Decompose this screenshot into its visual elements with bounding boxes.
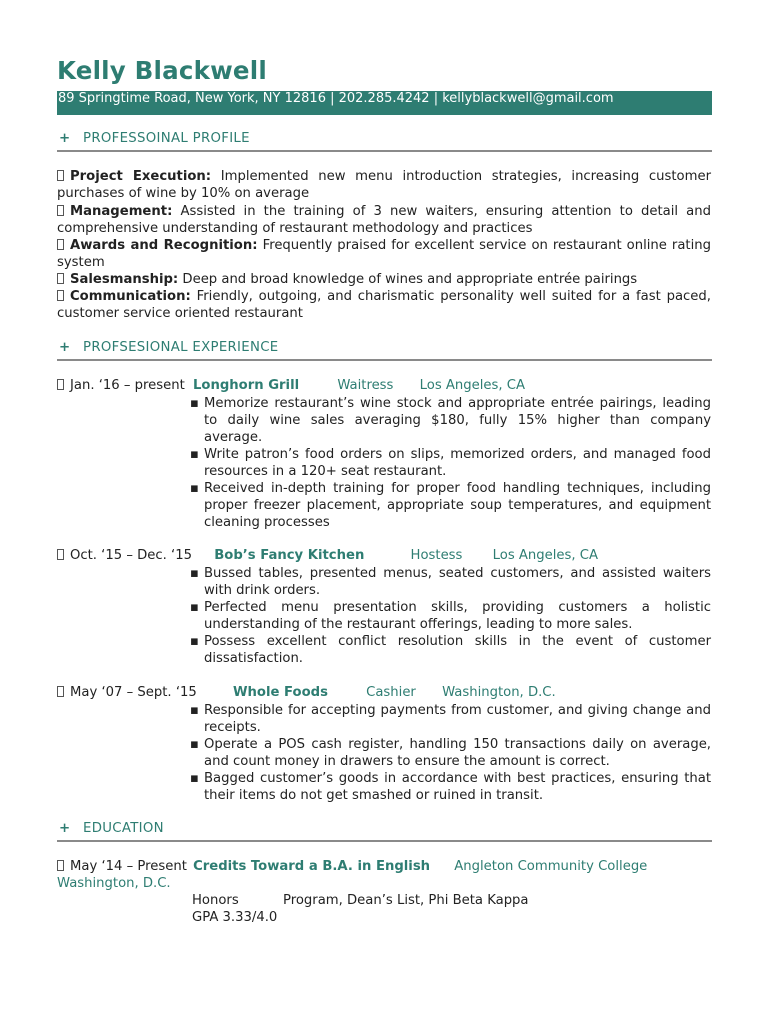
checkbox-marker-icon bbox=[57, 205, 64, 216]
honors: Program, Dean’s List, Phi Beta Kappa bbox=[283, 893, 529, 908]
list-item: ▪ Bussed tables, presented menus, seated customers, and assisted waiters with drink orders. bbox=[190, 566, 711, 598]
plus-icon: + bbox=[59, 131, 71, 146]
profile-item: Project Execution: Implemented new menu introduction strategies, increasing customer purchases of wine by 10% on average bbox=[57, 169, 712, 201]
honors-label: Honors bbox=[192, 893, 239, 908]
section-title-education: + EDUCATION bbox=[59, 821, 164, 836]
location: Los Angeles, CA bbox=[492, 548, 599, 563]
bullet-icon: ▪ bbox=[190, 566, 199, 581]
list-item: ▪ Possess excellent conflict resolution skills in the event of customer dissatisfaction. bbox=[190, 634, 711, 666]
bullet-icon: ▪ bbox=[190, 771, 199, 786]
job-header: May ‘07 – Sept. ‘15 Whole Foods Cashier Washington, D.C. bbox=[57, 684, 556, 701]
list-item: ▪ Responsible for accepting payments from customer, and giving change and receipts. bbox=[190, 703, 711, 735]
section-title-profile: + PROFESSOINAL PROFILE bbox=[59, 131, 250, 146]
contact-bar: 89 Springtime Road, New York, NY 12816 | 202.285.4242 | kellyblackwell@gmail.com bbox=[57, 91, 712, 115]
job-bullets bbox=[189, 565, 711, 667]
employer: Bob’s Fancy Kitchen bbox=[214, 548, 365, 563]
list-item: ▪ Received in-depth training for proper food handling techniques, including proper freezer placement, appropriate soup temperatures, and equipment cleaning processes bbox=[190, 481, 711, 530]
job-header: Oct. ‘15 – Dec. ‘15 Bob’s Fancy Kitchen Hostess Los Angeles, CA bbox=[57, 547, 598, 564]
bullet-icon: ▪ bbox=[190, 600, 199, 615]
plus-icon: + bbox=[59, 340, 71, 355]
list-item: ▪ Bagged customer’s goods in accordance with best practices, ensuring that their items do not get smashed or ruined in transit. bbox=[190, 771, 711, 803]
bullet-icon: ▪ bbox=[190, 703, 199, 718]
list-item: ▪ Operate a POS cash register, handling 150 transactions daily on average, and count money in drawers to ensure the amount is correct. bbox=[190, 737, 711, 769]
section-rule bbox=[57, 359, 712, 361]
list-item: ▪ Write patron’s food orders on slips, memorized orders, and managed food resources in a 120+ seat restaurant. bbox=[190, 447, 711, 479]
role: Hostess bbox=[410, 548, 463, 563]
education-location: Washington, D.C. bbox=[57, 876, 171, 891]
section-rule bbox=[57, 150, 712, 152]
bullet-icon: ▪ bbox=[190, 634, 199, 649]
checkbox-marker-icon bbox=[57, 170, 64, 181]
employer: Whole Foods bbox=[233, 685, 328, 700]
checkbox-marker-icon bbox=[57, 686, 64, 697]
location: Los Angeles, CA bbox=[419, 378, 526, 393]
location: Washington, D.C. bbox=[442, 685, 556, 700]
candidate-name: Kelly Blackwell bbox=[57, 56, 267, 85]
checkbox-marker-icon bbox=[57, 860, 64, 871]
checkbox-marker-icon bbox=[57, 379, 64, 390]
list-item: ▪ Perfected menu presentation skills, providing customers a holistic understanding of the restaurant offerings, leading to more sales. bbox=[190, 600, 711, 632]
job-bullets bbox=[189, 702, 711, 804]
profile-item: Management: Assisted in the training of 3 new waiters, ensuring attention to detail and comprehensive understanding of restaurant methodology and practices bbox=[57, 204, 711, 236]
bullet-icon: ▪ bbox=[190, 481, 199, 496]
profile-item: Salesmanship: Deep and broad knowledge of wines and appropriate entrée pairings bbox=[57, 271, 711, 288]
plus-icon: + bbox=[59, 821, 71, 836]
education-header: May ‘14 – Present Credits Toward a B.A. in English Angleton Community College bbox=[57, 858, 647, 875]
job-bullets bbox=[189, 395, 711, 531]
profile-item: Communication: Friendly, outgoing, and charismatic personality well suited for a fast paced, customer service oriented restaurant bbox=[57, 289, 711, 321]
profile-item: Awards and Recognition: Frequently praised for excellent service on restaurant online rating system bbox=[57, 238, 711, 270]
list-item: ▪ Memorize restaurant’s wine stock and appropriate entrée pairings, leading to daily wine sales averaging $180, fully 15% higher than company average. bbox=[190, 396, 711, 445]
role: Waitress bbox=[337, 378, 394, 393]
degree: Credits Toward a B.A. in English bbox=[193, 859, 431, 874]
job-header: Jan. ‘16 – present Longhorn Grill Waitress Los Angeles, CA bbox=[57, 377, 525, 394]
checkbox-marker-icon bbox=[57, 290, 64, 301]
school: Angleton Community College bbox=[454, 859, 648, 874]
bullet-icon: ▪ bbox=[190, 396, 199, 411]
bullet-icon: ▪ bbox=[190, 447, 199, 462]
section-title-experience: + PROFSESIONAL EXPERIENCE bbox=[59, 340, 279, 355]
checkbox-marker-icon bbox=[57, 273, 64, 284]
gpa: GPA 3.33/4.0 bbox=[192, 910, 278, 925]
bullet-icon: ▪ bbox=[190, 737, 199, 752]
employer: Longhorn Grill bbox=[193, 378, 300, 393]
checkbox-marker-icon bbox=[57, 549, 64, 560]
role: Cashier bbox=[366, 685, 416, 700]
checkbox-marker-icon bbox=[57, 239, 64, 250]
section-rule bbox=[57, 840, 712, 842]
